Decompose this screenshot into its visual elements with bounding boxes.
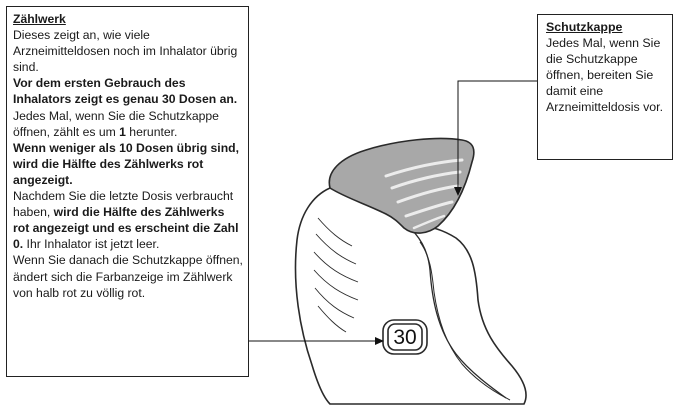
counter-callout	[6, 6, 249, 377]
cap-callout	[537, 14, 673, 160]
cap-callout-title: Schutzkappe	[546, 20, 623, 34]
counter-callout-after-empty: Wenn Sie danach die Schutzkappe öffnen, ändert sich die Farbanzeige im Zählwerk von halb rot zu völlig rot.	[13, 253, 243, 300]
counter-callout-title: Zählwerk	[13, 12, 66, 26]
counter-callout-empty: Nachdem Sie die letzte Dosis verbraucht haben, wird die Hälfte des Zählwerks rot angezeigt und es erscheint die Zahl 0. Ihr Inhalator ist jetzt leer.	[13, 189, 239, 252]
counter-callout-low-warning: Wenn weniger als 10 Dosen übrig sind, wird die Hälfte des Zählwerks rot angezeigt.	[13, 140, 239, 187]
cap-callout-body: Jedes Mal, wenn Sie die Schutzkappe öffnen, bereiten Sie damit eine Arzneimitteldosis vor.	[546, 36, 664, 114]
counter-callout-intro: Dieses zeigt an, wie viele Arzneimitteldosen noch im Inhalator übrig sind.	[13, 28, 238, 75]
dose-counter-value: 30	[393, 326, 417, 349]
counter-callout-initial-doses: Vor dem ersten Gebrauch des Inhalators zeigt es genau 30 Dosen an.	[13, 76, 238, 107]
counter-callout-countdown: Jedes Mal, wenn Sie die Schutzkappe öffnen, zählt es um 1 herunter.	[13, 108, 219, 139]
